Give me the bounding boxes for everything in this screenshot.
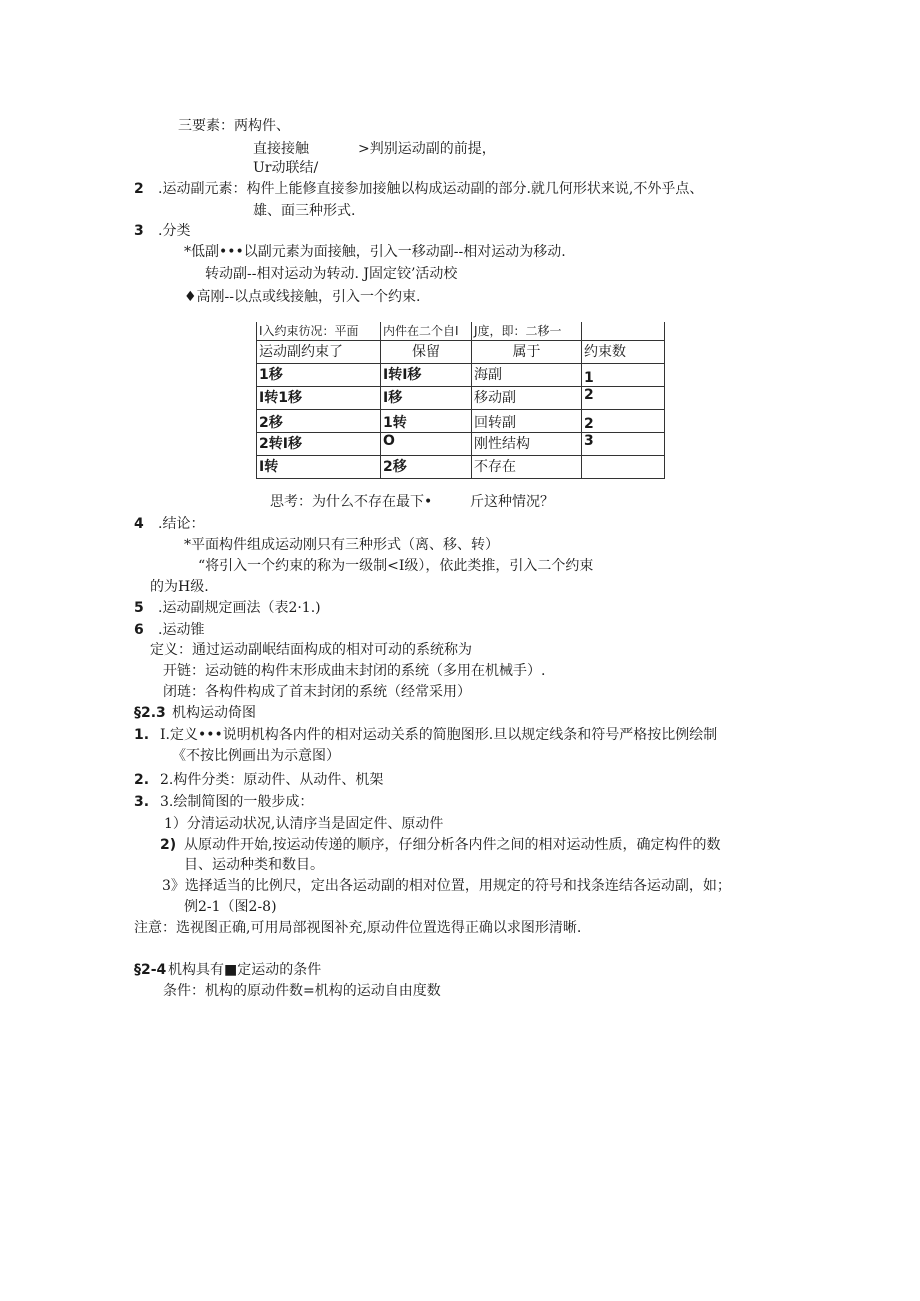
table-top-cell: 内件在二个自I [381, 322, 472, 341]
step-3-example: 例2-1（图2-8) [184, 899, 277, 915]
table-cell: 不存在 [472, 456, 582, 479]
diagram-definition-note: 《不按比例画出为示意图） [172, 748, 340, 764]
table-cell: 海副 [472, 364, 582, 387]
diagram-definition: I.定义•••说明机构各内件的相对运动关系的简胞图形.旦以规定线条和符号严格按比例绘制 [160, 727, 718, 743]
item-number-m2: 2. [134, 772, 150, 788]
item-number-3: 3 [134, 223, 144, 239]
section-2-4-title: 机构具有■定运动的条件 [168, 962, 322, 978]
conclusion-levels-end: 的为H级. [150, 579, 209, 595]
step-2-continuation: 目、运动种类和数目。 [184, 857, 324, 873]
section-2-3-number: §2.3 [134, 705, 166, 721]
table-cell: 2 [582, 410, 665, 433]
motion-link-text: Ur动联结/ [253, 160, 319, 176]
table-cell: 1 [582, 364, 665, 387]
revolute-pair-text: 转动副--相对运动为转动. J固定铰’活动校 [205, 266, 458, 282]
table-cell: I转 [257, 456, 381, 479]
table-cell: I转I移 [381, 364, 472, 387]
pair-element-definition: .运动副元素：构件上能修直接参加接触以构成运动副的部分.就几何形状来说,不外乎点、 [158, 181, 704, 197]
table-cell: 回转副 [472, 410, 582, 433]
table-cell: 2转I移 [257, 433, 381, 456]
table-cell: 刚性结构 [472, 433, 582, 456]
chain-definition: 定义：通过运动副岷结面构成的相对可动的系统称为 [150, 642, 472, 658]
premise-text: >判别运动副的前提， [358, 141, 496, 157]
conclusion-forms: *平面构件组成运动刚只有三种形式（离、移、转） [184, 537, 499, 553]
section-2-4-number: §2-4 [134, 962, 167, 978]
item-number-5: 5 [134, 600, 144, 616]
direct-contact-text: 直接接触 [253, 141, 309, 157]
attention-note: 注意：选视图正确,可用局部视图补充,原动件位置选得正确以求图形清晰. [134, 920, 582, 936]
table-top-cell [582, 322, 665, 341]
pair-element-continuation: 雄、面三种形式. [253, 203, 356, 219]
drawing-steps-heading: 3.绘制简图的一般步成： [160, 794, 314, 810]
link-classification: 2.构件分类：原动件、从动件、机架 [160, 772, 384, 788]
think-question: 思考：为什么不存在最下• [270, 494, 433, 510]
drawing-rules-heading: .运动副规定画法（表2·1.) [158, 600, 321, 616]
table-header-row [257, 341, 665, 364]
table-top-cell: I入约束彷况：平面 [257, 322, 381, 341]
open-chain-text: 开链：运动链的构件末形成曲末封闭的系统（多用在机械手）. [163, 663, 546, 679]
table-header-cell: 运动副约束了 [257, 341, 381, 364]
table-cell: 3 [582, 433, 665, 456]
section-2-3-title: 机构运动倚图 [172, 705, 256, 721]
item-number-m1: 1. [134, 727, 150, 743]
table-row [257, 410, 665, 433]
step-3: 3》选择适当的比例尺，定出各运动副的相对位置，用规定的符号和找条连结各运动副，如； [162, 878, 731, 894]
table-row [257, 364, 665, 387]
table-cell: 1移 [257, 364, 381, 387]
table-cell: I转1移 [257, 387, 381, 410]
step-1: 1）分清运动状况,认清序当是固定件、原动件 [164, 816, 444, 832]
table-cell: 2移 [381, 456, 472, 479]
conclusion-heading: .结论： [158, 516, 205, 532]
conclusion-levels: “将引入一个约束的称为一级制<I级），依此类推，引入二个约束 [198, 558, 594, 574]
item-number-6: 6 [134, 622, 144, 638]
higher-pair-text: ♦高刚--以点或线接触，引入一个约束. [184, 289, 421, 305]
think-question-end: 斤这种情况？ [470, 494, 554, 510]
table-header-cell: 属于 [472, 341, 582, 364]
table-cell [582, 456, 665, 479]
table-cell: 1转 [381, 410, 472, 433]
item-number-m3: 3. [134, 794, 150, 810]
table-header-cell: 约束数 [582, 341, 665, 364]
table-cell: O [381, 433, 472, 456]
three-elements-line: 三要素：两构件、 [178, 118, 290, 134]
table-cell: 2 [582, 387, 665, 410]
table-cell: I移 [381, 387, 472, 410]
closed-chain-text: 闭琏：各构件构成了首末封闭的系统（经常采用） [163, 684, 471, 700]
step-2-number: 2) [160, 837, 177, 853]
kinematic-chain-heading: .运动锥 [158, 622, 205, 638]
table-row [257, 433, 665, 456]
constraint-table [256, 322, 665, 479]
lower-pair-text: *低副•••以副元素为面接触，引入一移动副--相对运动为移动. [184, 244, 566, 260]
table-top-row [257, 322, 665, 341]
mobility-condition: 条件：机构的原动件数=机构的运动自由度数 [163, 983, 441, 999]
table-cell: 2移 [257, 410, 381, 433]
classification-heading: .分类 [158, 223, 191, 239]
table-row [257, 456, 665, 479]
step-2: 从原动件开始,按运动传递的顺序，仔细分析各内件之间的相对运动性质，确定构件的数 [184, 837, 721, 853]
table-top-cell: J度，即：二移一 [472, 322, 582, 341]
item-number-4: 4 [134, 516, 144, 532]
table-cell: 移动副 [472, 387, 582, 410]
table-row [257, 387, 665, 410]
table-header-cell: 保留 [381, 341, 472, 364]
item-number-2: 2 [134, 181, 144, 197]
